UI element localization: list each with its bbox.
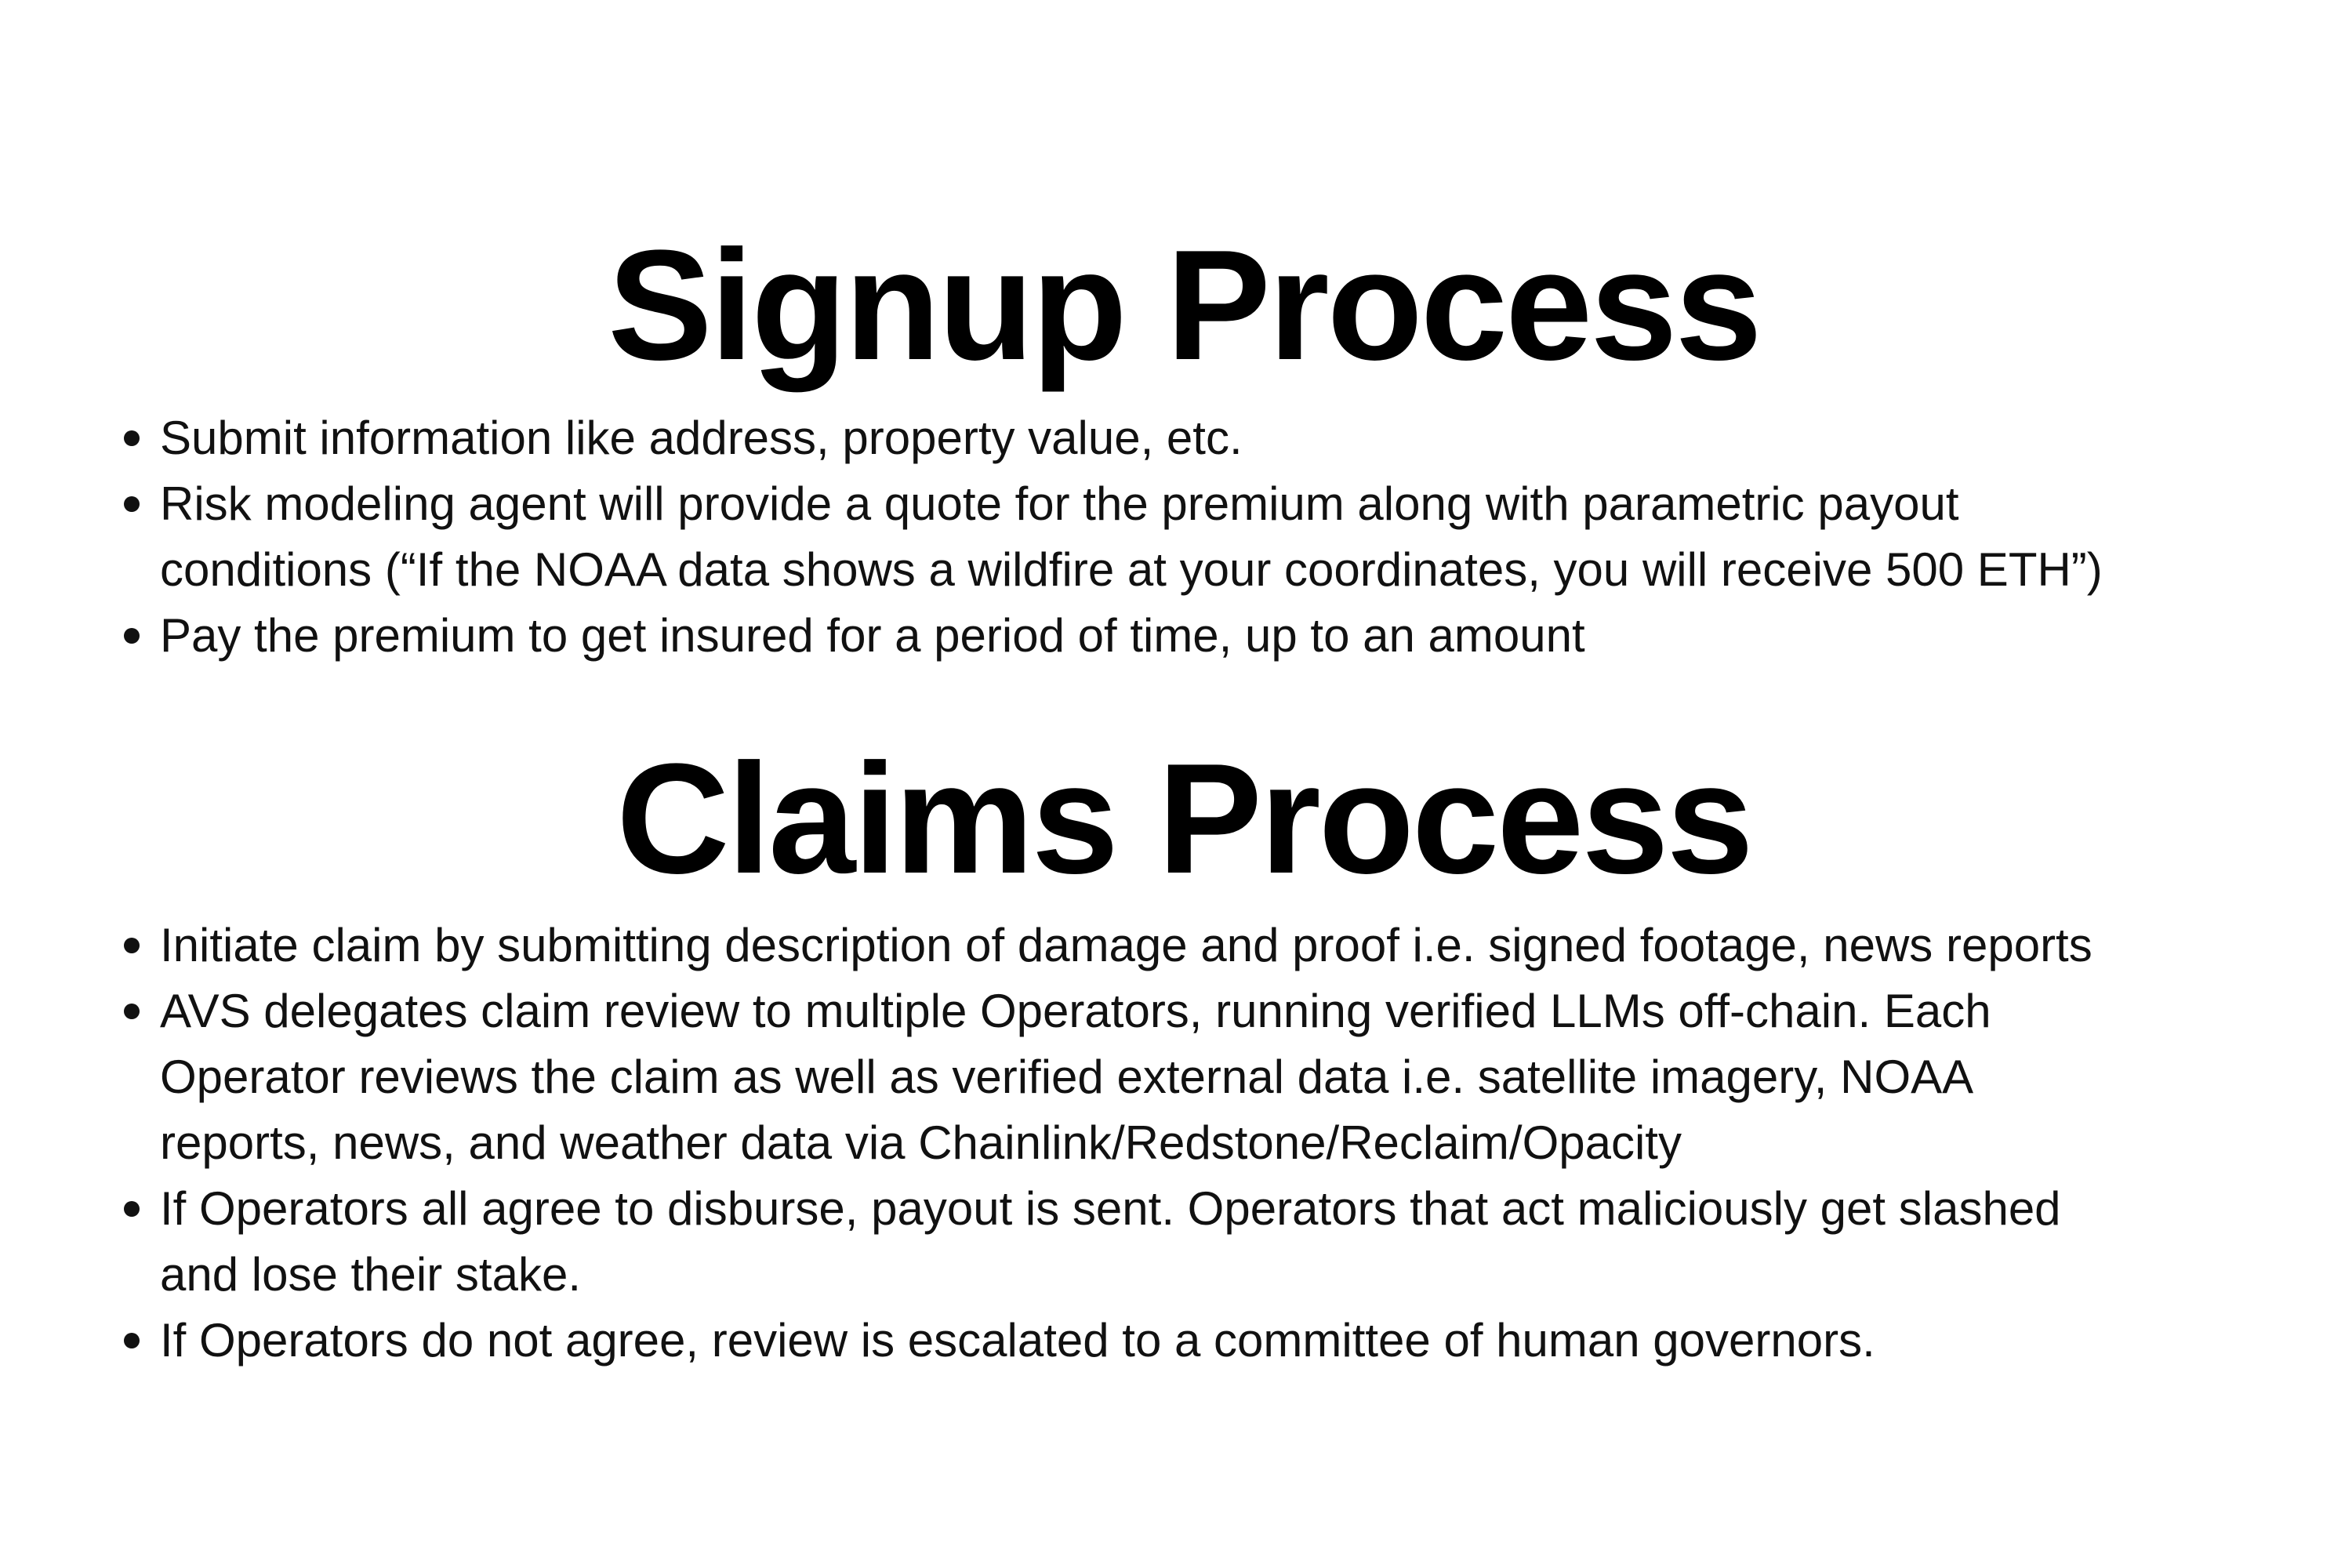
claims-item-2-line-1: AVS delegates claim review to multiple Operators, running verified LLMs off-chain. Each bbox=[160, 985, 1991, 1037]
claims-item-4-line-1: If Operators do not agree, review is escalated to a committee of human governors. bbox=[160, 1314, 1875, 1367]
bullet-dot-icon bbox=[124, 496, 140, 512]
bullet-dot-icon bbox=[124, 628, 140, 644]
claims-item-3-line-2: and lose their stake. bbox=[160, 1248, 581, 1301]
claims-item-1 bbox=[160, 913, 2269, 978]
claims-section bbox=[0, 731, 2352, 1374]
claims-item-4 bbox=[160, 1308, 2269, 1374]
claims-item-2-line-2: Operator reviews the claim as well as verified external data i.e. satellite imagery, NOAA bbox=[160, 1051, 1974, 1103]
claims-item-3-line-1: If Operators all agree to disburse, payout is sent. Operators that act maliciously get slashed bbox=[160, 1182, 2061, 1235]
claims-list bbox=[160, 913, 2269, 1374]
bullet-dot-icon bbox=[124, 1004, 140, 1019]
signup-item-1 bbox=[160, 405, 2269, 471]
claims-item-2 bbox=[160, 978, 2269, 1176]
signup-item-1-line-1: Submit information like address, property value, etc. bbox=[160, 412, 1243, 464]
bullet-dot-icon bbox=[124, 1333, 140, 1348]
signup-list bbox=[160, 405, 2269, 669]
signup-item-2-line-2: conditions (“If the NOAA data shows a wildfire at your coordinates, you will receive 500 ETH”) bbox=[160, 543, 2103, 596]
bullet-dot-icon bbox=[124, 938, 140, 953]
signup-title: Signup Process bbox=[608, 218, 1760, 393]
claims-item-2-line-3: reports, news, and weather data via Chainlink/Redstone/Reclaim/Opacity bbox=[160, 1116, 1682, 1169]
claims-item-3 bbox=[160, 1176, 2269, 1308]
signup-item-3-line-1: Pay the premium to get insured for a period of time, up to an amount bbox=[160, 609, 1585, 662]
signup-item-2-line-1: Risk modeling agent will provide a quote for the premium along with parametric payout bbox=[160, 477, 1959, 530]
bullet-dot-icon bbox=[124, 1201, 140, 1217]
signup-item-2 bbox=[160, 471, 2269, 603]
claims-item-1-line-1: Initiate claim by submitting description of damage and proof i.e. signed footage, news reports bbox=[160, 919, 2092, 971]
claims-title: Claims Process bbox=[616, 731, 1751, 906]
signup-section bbox=[0, 218, 2352, 669]
signup-item-3 bbox=[160, 603, 2269, 669]
bullet-dot-icon bbox=[124, 430, 140, 446]
